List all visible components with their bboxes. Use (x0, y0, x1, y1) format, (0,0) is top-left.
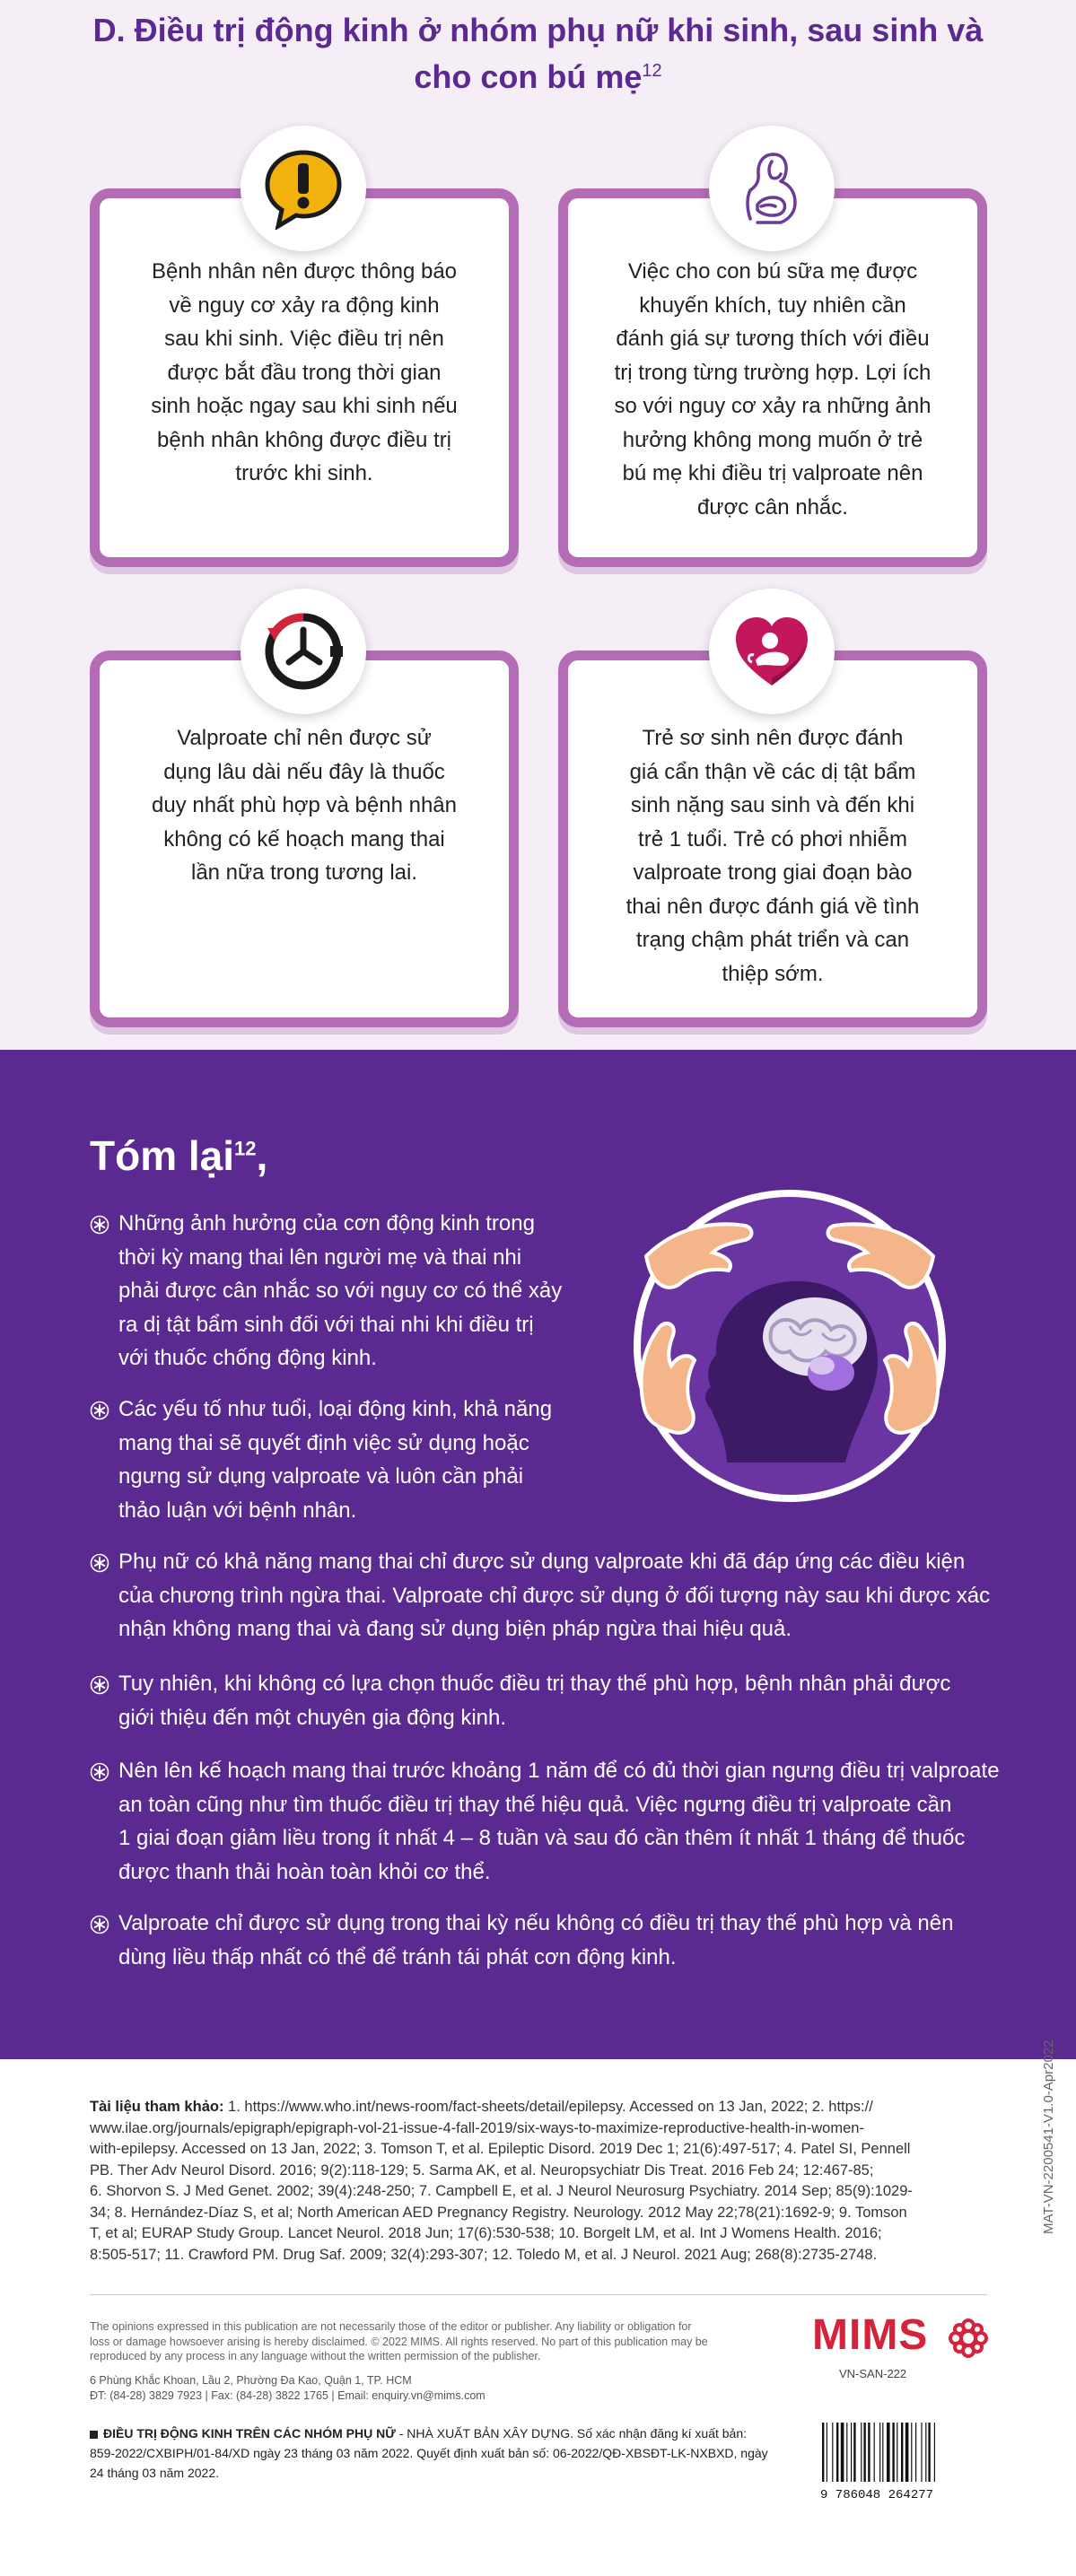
title-superscript: 12 (642, 61, 662, 81)
references-label: Tài liệu tham khảo: (90, 2099, 224, 2115)
bullet-line: 1 giai đoạn giảm liều trong ít nhất 4 – 8 tuần và sau đó cần thêm ít nhất 1 tháng để thuốc (118, 1826, 966, 1850)
card-text (127, 721, 482, 890)
card-line: sinh nặng sau sinh và đến khi (630, 793, 915, 817)
reference-line: with-epilepsy. Accessed on 13 Jan, 2022; 3. Tomson T, et al. Epileptic Disord. 2019 Dec 1; 21(6):497-517; 4. Patel SI, Pennell (90, 2141, 911, 2157)
mims-flower-icon (947, 2317, 990, 2360)
bullet-line: nhận không mang thai và đang sử dụng biện pháp ngừa thai hiệu quả. (118, 1617, 792, 1641)
summary-section (0, 1050, 1076, 2059)
warning-speech-bubble-icon (241, 126, 366, 251)
summary-bullet (90, 1207, 574, 1375)
barcode-digits: 9 786048 264277 (820, 2488, 934, 2502)
square-bullet-icon (90, 2431, 98, 2439)
asterisk-bullet-icon (90, 1675, 109, 1695)
summary-bullet (90, 1907, 1005, 1974)
section-d-title-line1: D. Điều trị động kinh ở nhóm phụ nữ khi sinh, sau sinh và (92, 12, 984, 48)
section-d-title-line2: cho con bú mẹ (414, 58, 643, 95)
section-d-title (0, 7, 1076, 100)
bullet-line: Tuy nhiên, khi không có lựa chọn thuốc điều trị thay thế phù hợp, bệnh nhân phải được (118, 1672, 951, 1696)
asterisk-bullet-icon (90, 1553, 109, 1573)
bullet-line: Valproate chỉ được sử dụng trong thai kỳ nếu không có điều trị thay thế phù hợp và nên (118, 1911, 954, 1935)
card-line: về nguy cơ xảy ra động kinh (169, 293, 440, 318)
disclaimer-line: The opinions expressed in this publication are not necessarily those of the editor or publisher. Any liability or obligation for (90, 2320, 692, 2333)
mims-code: VN-SAN-222 (839, 2367, 907, 2380)
disclaimer-line: loss or damage howsoever arising is hereby disclaimed. © 2022 MIMS. All rights reserved. No part of this publication may be (90, 2335, 708, 2348)
card-line: hưởng không mong muốn ở trẻ (622, 427, 923, 452)
publication-info (90, 2423, 772, 2483)
publication-line: 859-2022/CXBIPH/01-84/XD ngày 23 tháng 03 năm 2022. Quyết định xuất bản số: 06-2022/QĐ-XBSĐT-LK-NXBXD, ngày (90, 2446, 768, 2460)
card-line: sinh hoặc ngay sau khi sinh nếu (151, 394, 458, 418)
footer (0, 2059, 1076, 2576)
card-line: trước khi sinh. (235, 461, 373, 485)
bullet-line: Những ảnh hưởng của cơn động kinh trong (118, 1211, 535, 1236)
bullet-line: được thanh thải hoàn toàn khỏi cơ thể. (118, 1859, 491, 1884)
summary-title-text: Tóm lại (90, 1132, 235, 1179)
card-line: so với nguy cơ xảy ra những ảnh (614, 394, 932, 418)
summary-title-suffix: , (256, 1132, 268, 1179)
mims-logo-block (812, 2306, 992, 2405)
publication-line: - NHÀ XUẤT BẢN XÂY DỰNG. Số xác nhận đăng kí xuất bản: (395, 2426, 748, 2441)
card-line: duy nhất phù hợp và bệnh nhân (151, 793, 458, 817)
bullet-line: an toàn cũng như tìm thuốc điều trị thay thế hiệu quả. Việc ngưng điều trị valproate cần (118, 1792, 952, 1817)
card-line: trạng chậm phát triển và can (635, 928, 910, 952)
baby-heart-icon (709, 589, 835, 714)
reference-line: PB. Ther Adv Neurol Disord. 2016; 9(2):118-129; 5. Sarma AK, et al. Neuropsychiatr Dis Treat. 2016 Feb 24; 12:467-85; (90, 2161, 874, 2179)
contact-line: ĐT: (84-28) 3829 7923 | Fax: (84-28) 3822 1765 | Email: enquiry.vn@mims.com (90, 2388, 486, 2402)
bullet-line: giới thiệu đến một chuyên gia động kinh. (118, 1705, 507, 1730)
bullet-line: Nên lên kế hoạch mang thai trước khoảng 1 năm để có đủ thời gian ngưng điều trị valproate (118, 1759, 1000, 1783)
bullet-line: của chương trình ngừa thai. Valproate chỉ được sử dụng ở đối tượng này sau khi được xác (118, 1583, 991, 1608)
bullet-line: thảo luận với bệnh nhân. (118, 1498, 357, 1523)
document-code-vertical: MAT-VN-2200541-V1.0-Apr2022 (1041, 2039, 1056, 2234)
card-line: thiệp sớm. (722, 961, 824, 986)
summary-bullet (90, 1393, 574, 1527)
card-line: khuyến khích, tuy nhiên cần (639, 293, 906, 318)
asterisk-bullet-icon (90, 1215, 109, 1235)
card-line: Valproate chỉ nên được sử (177, 726, 432, 750)
long-term-clock-icon (241, 589, 366, 714)
asterisk-bullet-icon (90, 1762, 109, 1782)
title-superscript: 12 (234, 1137, 257, 1160)
bullet-line: phải được cân nhắc so với nguy cơ có thể xảy (118, 1279, 563, 1303)
summary-bullet (90, 1545, 1005, 1646)
bullet-line: ra dị tật bẩm sinh đối với thai nhi khi điều trị (118, 1312, 534, 1337)
card-line: valproate trong giai đoạn bào (633, 860, 913, 885)
disclaimer (90, 2319, 772, 2364)
barcode-icon (818, 2421, 989, 2502)
publisher-address (90, 2373, 772, 2403)
divider (90, 2294, 987, 2295)
publication-title: ĐIỀU TRỊ ĐỘNG KINH TRÊN CÁC NHÓM PHỤ NỮ (103, 2426, 396, 2441)
bullet-line: Các yếu tố như tuổi, loại động kinh, khả năng (118, 1397, 553, 1421)
reference-line: 1. https://www.who.int/news-room/fact-sheets/detail/epilepsy. Accessed on 13 Jan, 2022; 2. https:// (228, 2099, 873, 2115)
card-line: Trẻ sơ sinh nên được đánh (642, 726, 904, 750)
card-line: bệnh nhân không được điều trị (156, 427, 452, 452)
card-line: trẻ 1 tuổi. Trẻ có phơi nhiễm (638, 826, 907, 851)
asterisk-bullet-icon (90, 1401, 109, 1420)
publication-line: 24 tháng 03 năm 2022. (90, 2466, 220, 2480)
reference-line: 34; 8. Hernández-Díaz S, et al; North American AED Pregnancy Registry. Neurology. 2012 May 22;78(21):1692-9; 9. Tomson (90, 2204, 907, 2221)
card-line: đánh giá sự tương thích với điều (616, 327, 930, 351)
bullet-line: ngưng sử dụng valproate và luôn cần phải (118, 1464, 524, 1489)
card-line: được bắt đầu trong thời gian (167, 360, 442, 385)
reference-line: www.ilae.org/journals/epigraph/epigraph-vol-21-issue-4-fall-2019/six-ways-to-maximize-reproductive-health-in-women- (90, 2119, 864, 2136)
bullet-line: thời kỳ mang thai lên người mẹ và thai nhi (118, 1244, 522, 1270)
bullet-line: dùng liều thấp nhất có thể để tránh tái phát cơn động kinh. (118, 1944, 677, 1969)
head-brain-hands-icon (610, 1166, 969, 1525)
reference-line: 6. Shorvon S. J Med Genet. 2002; 39(4):248-250; 7. Campbell E, et al. J Neurol Neurosurg Psychiatry. 2014 Sep; 85(9):1029- (90, 2183, 913, 2199)
section-d (0, 0, 1076, 1050)
card-line: sau khi sinh. Việc điều trị nên (164, 327, 444, 351)
references (90, 2097, 987, 2266)
breastfeeding-mother-icon (709, 126, 835, 251)
card-line: được cân nhắc. (697, 494, 848, 520)
reference-line: T, et al; EURAP Study Group. Lancet Neurol. 2018 Jun; 17(6):530-538; 10. Borgelt LM, et al. Int J Womens Health. 2016; (90, 2225, 882, 2241)
summary-bullet (90, 1667, 1005, 1734)
card-line: không có kế hoạch mang thai (163, 826, 445, 851)
summary-title (90, 1129, 267, 1183)
card-text (127, 255, 482, 491)
card-line: lần nữa trong tương lai. (190, 860, 417, 885)
bullet-line: với thuốc chống động kinh. (118, 1346, 377, 1370)
card-line: giá cẩn thận về các dị tật bẩm (629, 759, 916, 784)
bullet-line: Phụ nữ có khả năng mang thai chỉ được sử dụng valproate khi đã đáp ứng các điều kiện (118, 1550, 966, 1574)
card-line: dụng lâu dài nếu đây là thuốc (163, 759, 445, 784)
disclaimer-line: reproduced by any process in any language without the written permission of the publisher. (90, 2350, 541, 2362)
card-line: bú mẹ khi điều trị valproate nên (622, 461, 923, 485)
mims-logo: MIMS (812, 2311, 929, 2359)
card-line: Bệnh nhân nên được thông báo (151, 259, 458, 284)
card-text (595, 721, 950, 991)
summary-bullet (90, 1754, 1005, 1889)
card-text (595, 255, 950, 524)
card-line: Việc cho con bú sữa mẹ được (627, 259, 918, 284)
asterisk-bullet-icon (90, 1915, 109, 1934)
card-line: thai nên được đánh giá về tình (625, 894, 920, 919)
bullet-line: mang thai sẽ quyết định việc sử dụng hoặc (118, 1430, 529, 1455)
reference-line: 8:505-517; 11. Crawford PM. Drug Saf. 2009; 32(4):293-307; 12. Toledo M, et al. J Neurol. 2021 Aug; 268(8):2735-2748. (90, 2246, 878, 2263)
address-line: 6 Phùng Khắc Khoan, Lầu 2, Phường Đa Kao, Quận 1, TP. HCM (90, 2374, 412, 2387)
card-line: trị trong từng trường hợp. Lợi ích (614, 360, 932, 385)
